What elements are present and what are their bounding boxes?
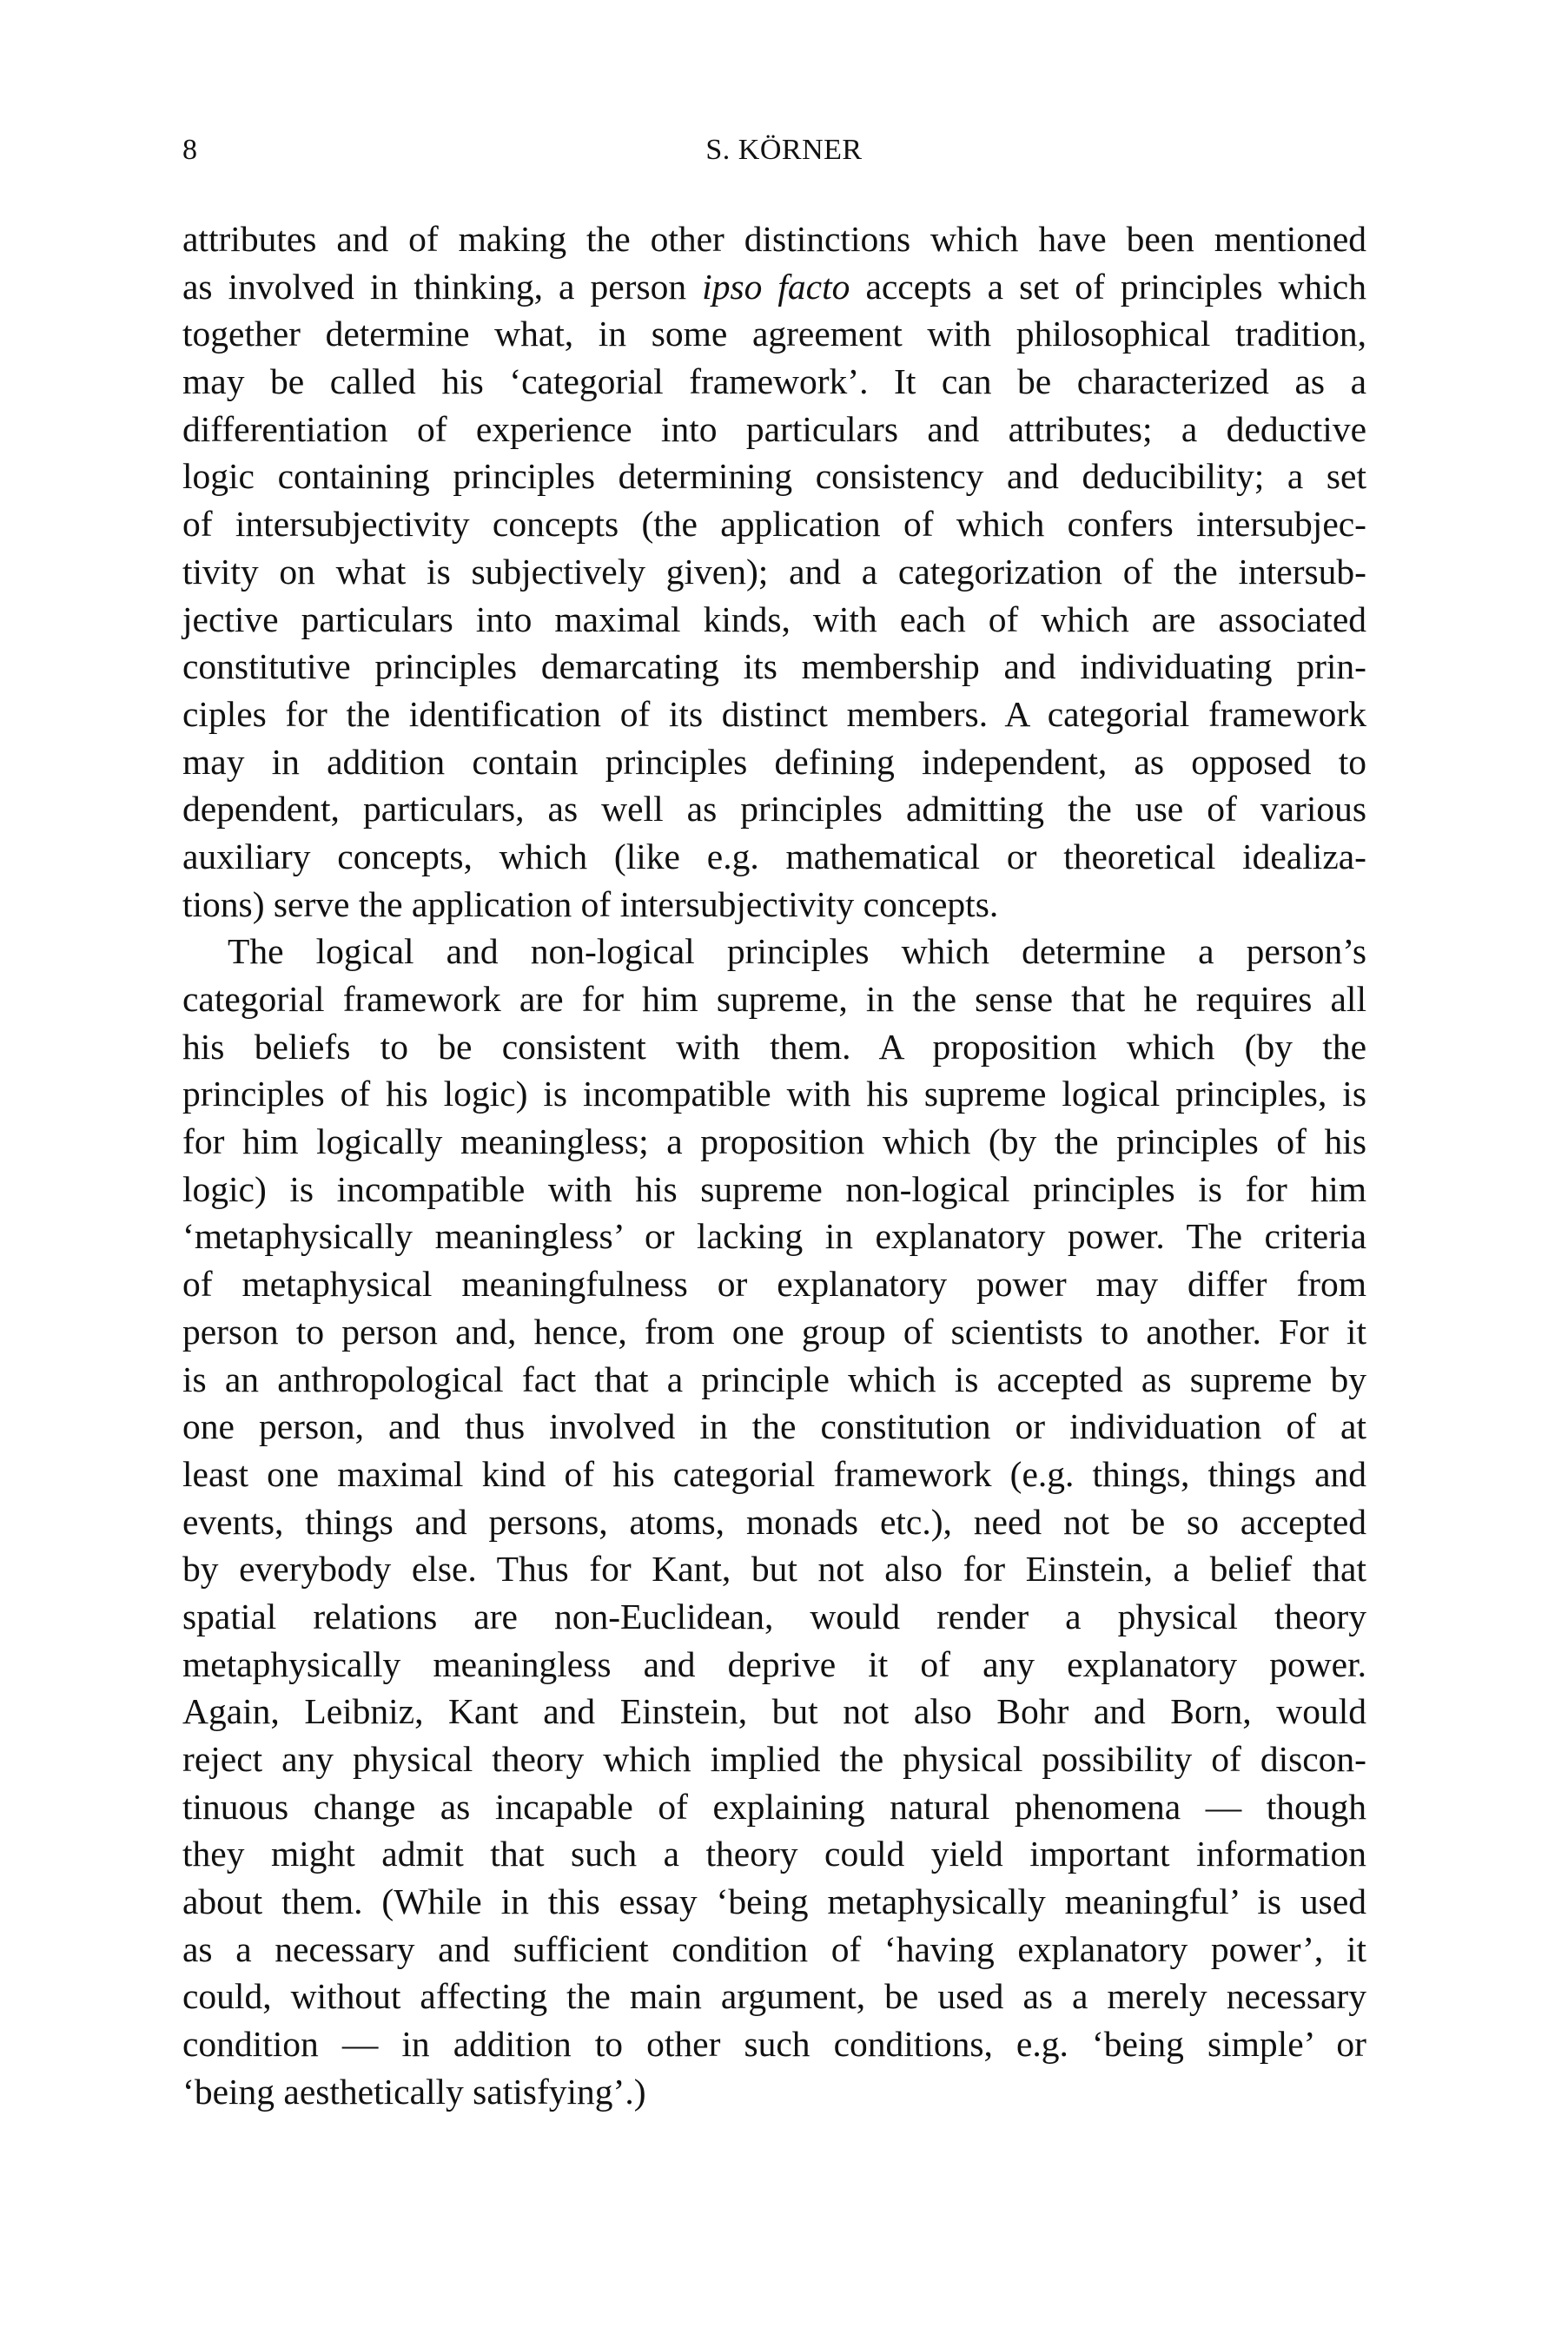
text-segment: accepts a set of principles which xyxy=(850,266,1366,307)
running-head xyxy=(182,129,1386,172)
page-number: 8 xyxy=(182,134,197,166)
paragraph-2 xyxy=(182,928,1366,2115)
text-line: may in addition contain principles defining independent, as opposed to xyxy=(182,741,1366,782)
text-line: categorial framework are for him supreme, in the sense that he requires all xyxy=(182,979,1366,1019)
text-line: constitutive principles demarcating its membership and individuating prin- xyxy=(182,646,1366,687)
text-line: may be called his ‘categorial framework’. It can be characterized as a xyxy=(182,361,1366,402)
text-line: person to person and, hence, from one group of scientists to another. For it xyxy=(182,1311,1366,1352)
text-line: as a necessary and sufficient condition of ‘having explanatory power’, it xyxy=(182,1928,1366,1969)
text-line: attributes and of making the other distinctions which have been mentioned xyxy=(182,219,1366,259)
text-line: ‘metaphysically meaningless’ or lacking in explanatory power. The criteria xyxy=(182,1216,1366,1257)
running-title: S. KÖRNER xyxy=(705,134,863,166)
text-line: together determine what, in some agreement with philosophical tradition, xyxy=(182,314,1366,354)
text-line: principles of his logic) is incompatible with his supreme logical principles, is xyxy=(182,1074,1366,1114)
text-line: about them. (While in this essay ‘being metaphysically meaningful’ is used xyxy=(182,1881,1366,1922)
text-line: tions) serve the application of intersubjectivity concepts. xyxy=(182,883,999,924)
text-line: ciples for the identification of its distinct members. A categorial framework xyxy=(182,693,1366,734)
text-line: dependent, particulars, as well as principles admitting the use of various xyxy=(182,789,1366,830)
text-segment: as involved in thinking, a person xyxy=(182,266,703,307)
text-line: ‘being aesthetically satisfying’.) xyxy=(182,2071,646,2112)
text-line: of intersubjectivity concepts (the application of which confers intersubjec- xyxy=(182,504,1366,545)
text-line: is an anthropological fact that a principle which is accepted as supreme by xyxy=(182,1359,1366,1399)
body-text xyxy=(182,215,1366,2116)
text-line: auxiliary concepts, which (like e.g. mathematical or theoretical idealiza- xyxy=(182,836,1366,876)
text-line: Again, Leibniz, Kant and Einstein, but not also Bohr and Born, would xyxy=(182,1691,1366,1732)
text-line: The logical and non-logical principles which determine a person’s xyxy=(228,931,1366,972)
text-line: logic containing principles determining consistency and deducibility; a set xyxy=(182,456,1366,497)
text-line: one person, and thus involved in the constitution or individuation of at xyxy=(182,1406,1366,1447)
text-line: his beliefs to be consistent with them. A proposition which (by the xyxy=(182,1026,1366,1067)
text-line: of metaphysical meaningfulness or explanatory power may differ from xyxy=(182,1264,1366,1305)
emphasis-ipso-facto: ipso facto xyxy=(702,266,850,307)
text-line: for him logically meaningless; a proposition which (by the principles of his xyxy=(182,1121,1366,1162)
text-line: tivity on what is subjectively given); and a categorization of the intersub- xyxy=(182,551,1366,592)
text-line: by everybody else. Thus for Kant, but not also for Einstein, a belief that xyxy=(182,1549,1366,1590)
text-line: least one maximal kind of his categorial framework (e.g. things, things and xyxy=(182,1453,1366,1494)
text-line: differentiation of experience into particulars and attributes; a deductive xyxy=(182,408,1366,449)
text-line: events, things and persons, atoms, monads etc.), need not be so accepted xyxy=(182,1501,1366,1542)
text-line: jective particulars into maximal kinds, with each of which are associated xyxy=(182,598,1366,639)
text-line: condition — in addition to other such conditions, e.g. ‘being simple’ or xyxy=(182,2024,1366,2065)
text-line: they might admit that such a theory could yield important information xyxy=(182,1834,1366,1874)
paragraph-1 xyxy=(182,215,1366,928)
text-line: spatial relations are non-Euclidean, would render a physical theory xyxy=(182,1596,1366,1636)
text-line-with-emphasis xyxy=(182,263,1366,311)
text-line: metaphysically meaningless and deprive it of any explanatory power. xyxy=(182,1643,1366,1684)
text-line: reject any physical theory which implied the physical possibility of discon- xyxy=(182,1739,1366,1779)
text-line: logic) is incompatible with his supreme non-logical principles is for him xyxy=(182,1168,1366,1209)
text-line: could, without affecting the main argument, be used as a merely necessary xyxy=(182,1976,1366,2017)
text-line: tinuous change as incapable of explaining natural phenomena — though xyxy=(182,1786,1366,1827)
